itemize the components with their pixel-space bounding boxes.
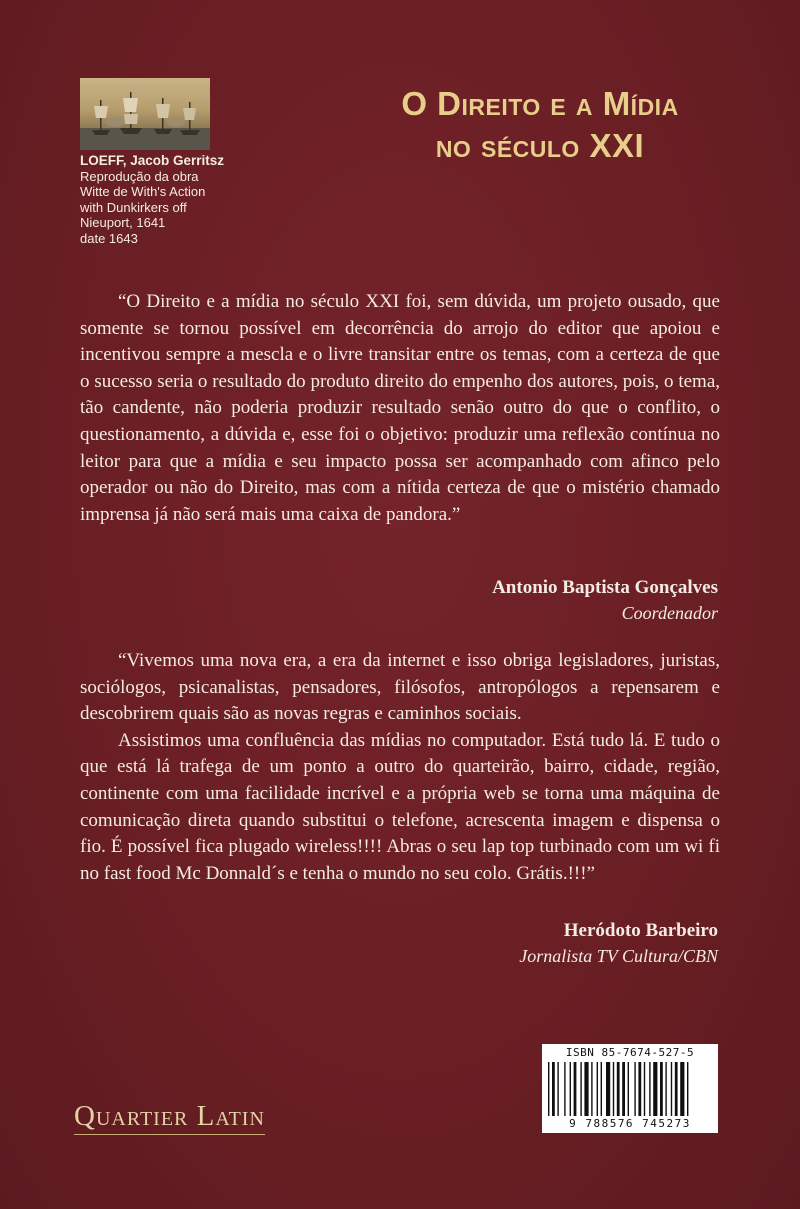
credit-line: with Dunkirkers off bbox=[80, 199, 187, 215]
isbn-barcode bbox=[542, 1044, 718, 1133]
book-title-line1: O Direito e a Mídia bbox=[401, 85, 679, 122]
credit-line: Nieuport, 1641 bbox=[80, 215, 166, 230]
book-title-line2: no século XXI bbox=[435, 127, 645, 164]
quote-paragraph: Assistimos uma confluência das mídias no computador. Está tudo lá. E tudo o que está lá trafega de um ponto a outro do quarteirão, bairro, cidade, região, continente com uma facilidade incrível e a própria web se torna uma máquina de comunicação direta quando substitui o telefone, acrescenta imagem e dispensa o fio. É possível fica plugado wireless!!!! Abras o seu lap top turbinado com um wi fi no fast food Mc Donnald´s e tenha o mundo no seu colo. Grátis.!!!” bbox=[80, 729, 720, 884]
quote-coordinator bbox=[80, 289, 720, 528]
sailing-ships-painting bbox=[80, 78, 210, 150]
signature-journalist bbox=[318, 918, 718, 968]
ean-number: 9 788576 745273 bbox=[569, 1117, 691, 1130]
painting-credit bbox=[80, 153, 270, 246]
signature-role: Jornalista TV Cultura/CBN bbox=[519, 946, 718, 966]
signature-name: Antonio Baptista Gonçalves bbox=[492, 577, 718, 598]
quote-journalist bbox=[80, 648, 720, 887]
credit-line: Reprodução da obra bbox=[80, 168, 199, 184]
quote-paragraph: “O Direito e a mídia no século XXI foi, sem dúvida, um projeto ousado, que somente se tornou possível em decorrência do arrojo do editor que apoiou e incentivou sempre a mescla e o livre transitar entre os temas, com a certeza de que o sucesso seria o resultado do produto direito do empenho dos autores, pois, o tema, tão candente, não poderia produzir resultado senão outro do que o conflito, o questionamento, a dúvida e, esse foi o objetivo: produzir uma reflexão contínua no leitor para que a mídia e seu impacto possa ser acompanhado com afinco pelo operador ou não do Direito, mas com a nítida certeza de que o mistério chamado imprensa já não será mais uma caixa de pandora.” bbox=[80, 291, 720, 525]
signature-role: Coordenador bbox=[621, 603, 718, 623]
credit-artist: LOEFF, Jacob Gerritsz bbox=[80, 153, 225, 168]
quote-paragraph: “Vivemos uma nova era, a era da internet e isso obriga legisladores, juristas, sociólogos, psicanalistas, pensadores, filósofos, antropólogos a repensarem e descobrirem quais são as novas regras e caminhos sociais. bbox=[80, 650, 720, 725]
ship-silhouettes bbox=[80, 78, 210, 150]
signature-name: Heródoto Barbeiro bbox=[563, 920, 718, 941]
credit-line: date 1643 bbox=[80, 230, 138, 246]
signature-coordinator bbox=[318, 575, 718, 625]
publisher-logo: Quartier Latin bbox=[74, 1100, 265, 1135]
barcode-bars-icon bbox=[548, 1062, 712, 1116]
isbn-number: ISBN 85-7674-527-5 bbox=[565, 1046, 695, 1059]
book-title bbox=[330, 84, 750, 168]
credit-line: Witte de With's Action bbox=[80, 184, 206, 199]
